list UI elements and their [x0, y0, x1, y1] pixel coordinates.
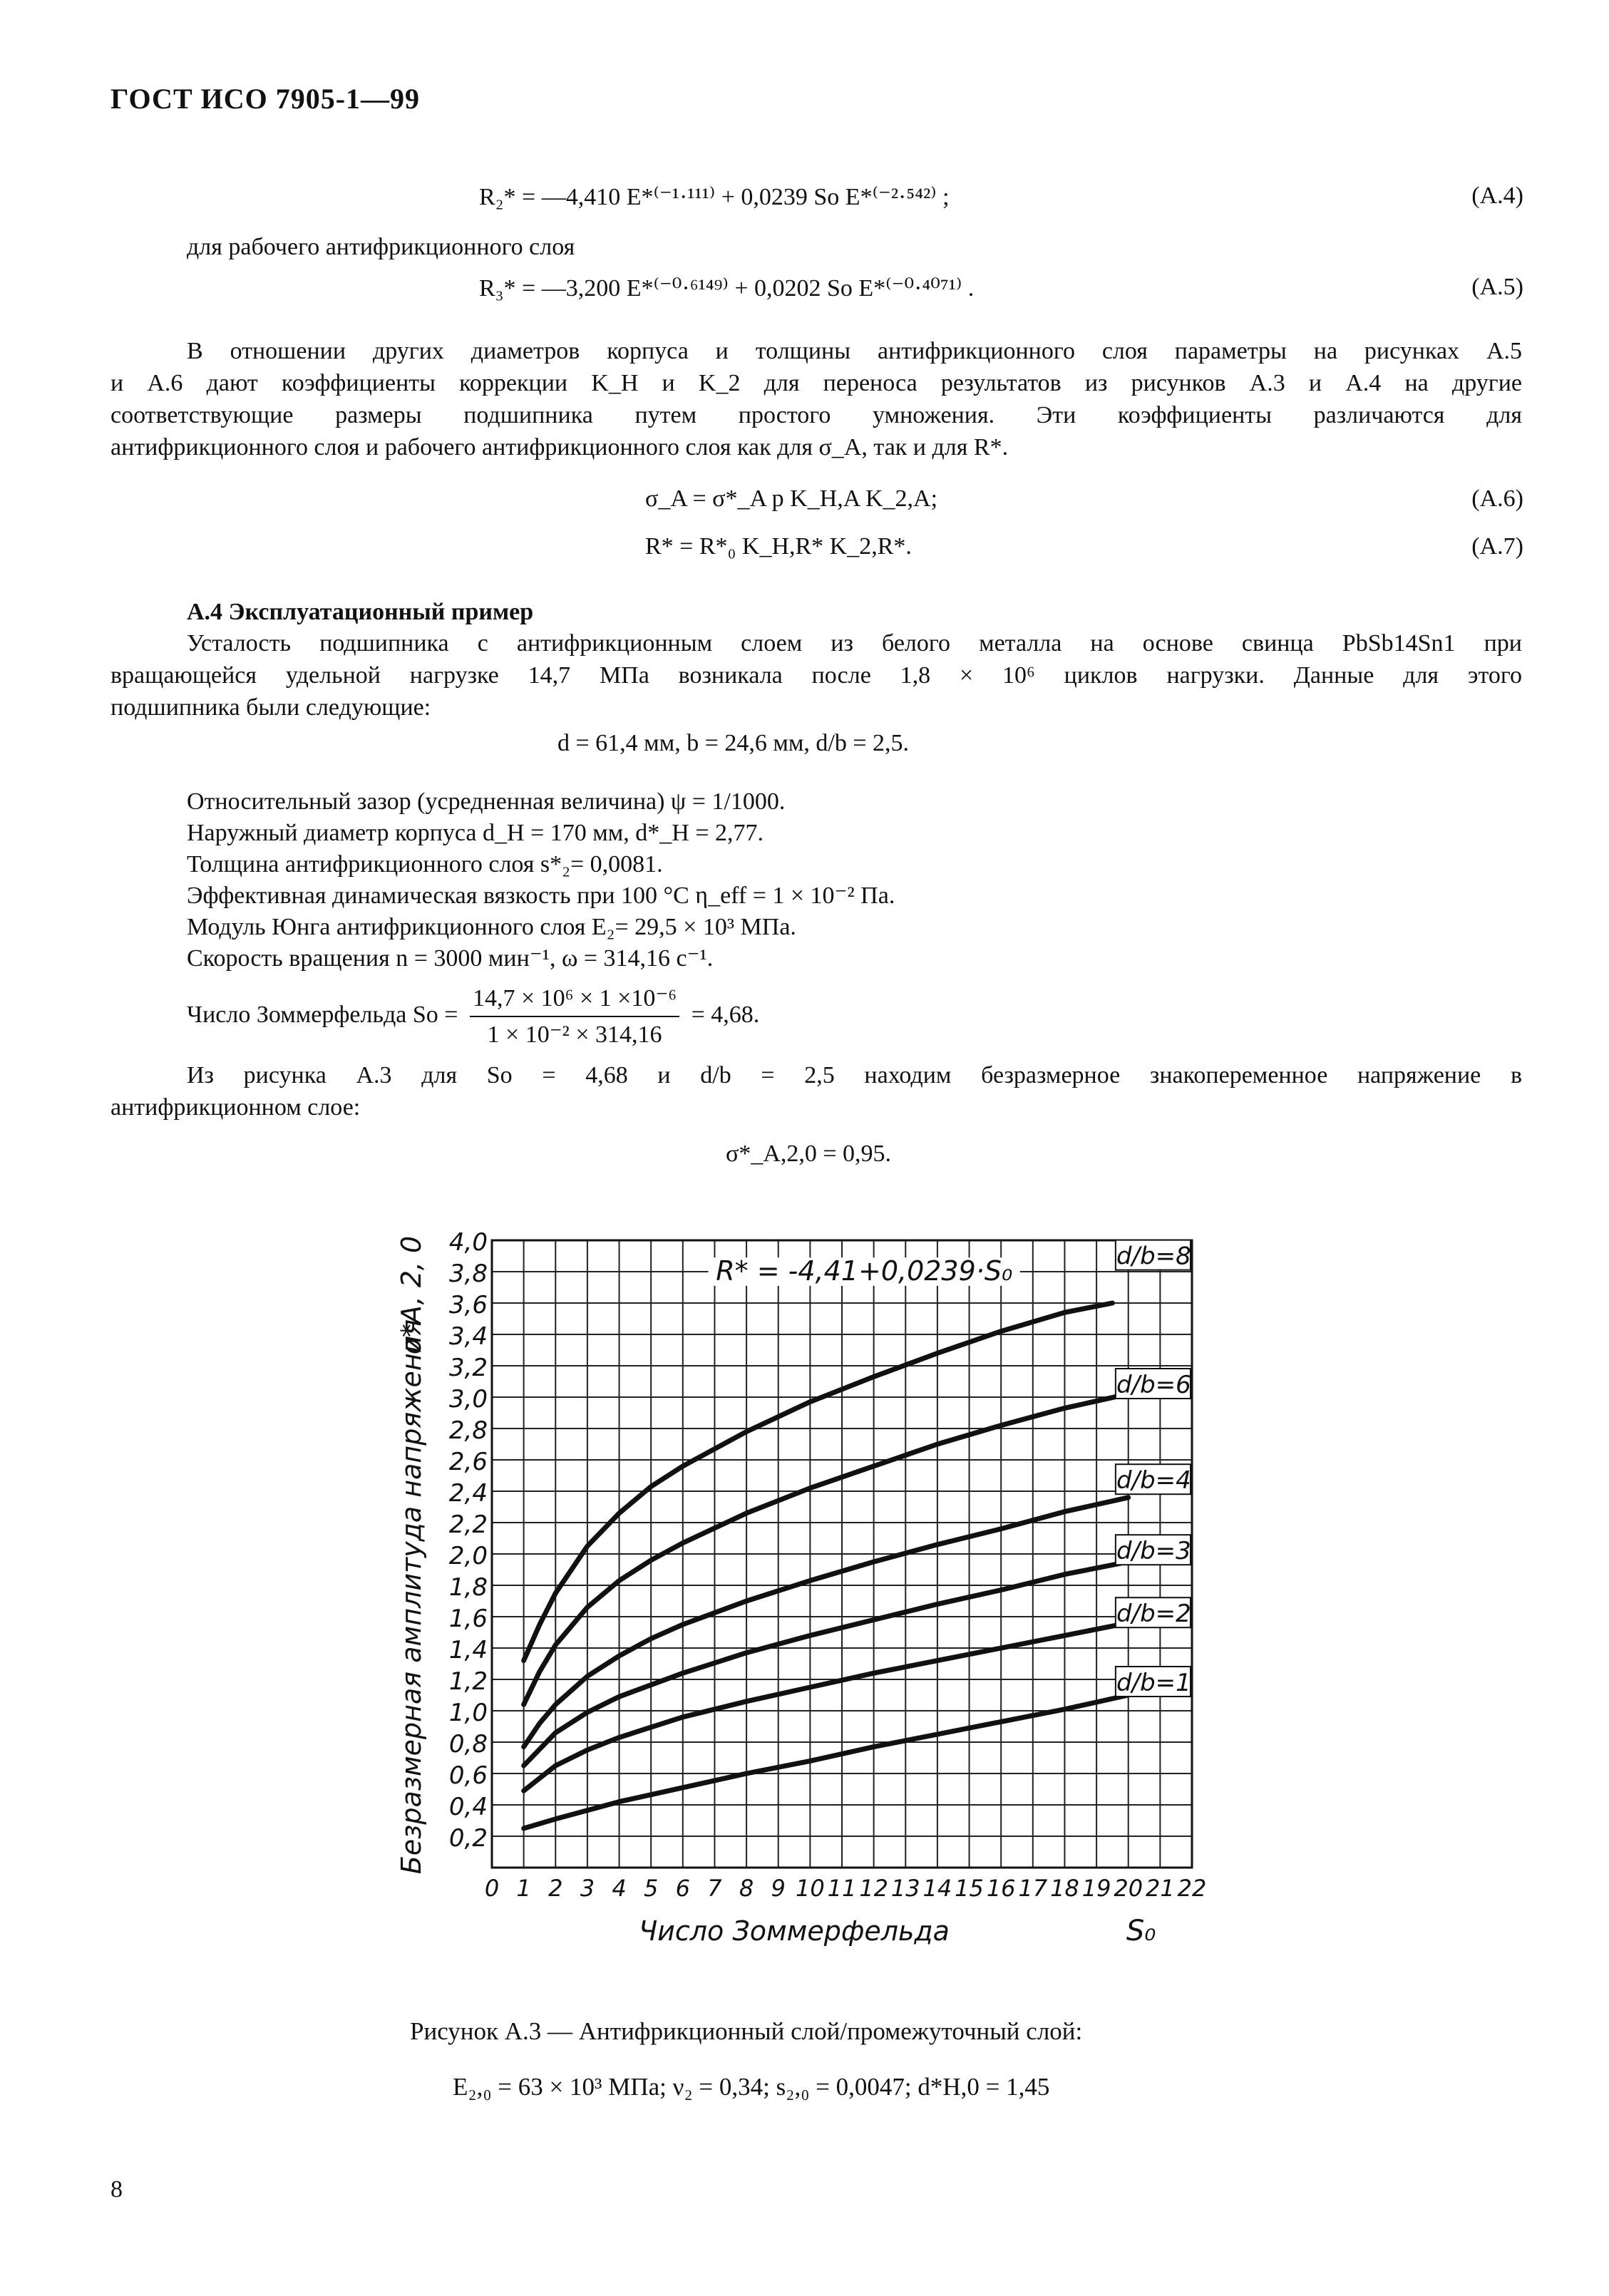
parameter-line: Наружный диаметр корпуса d_H = 170 мм, d*_H = 2,77.	[187, 820, 764, 846]
series-label: d/b=1	[1116, 1669, 1191, 1697]
parameter-line: Толщина антифрикционного слоя s*₂= 0,0081.	[187, 851, 663, 877]
y-tick-label: 1,8	[448, 1573, 488, 1602]
parameter-line: Относительный зазор (усредненная величина) ψ = 1/1000.	[187, 788, 786, 815]
paragraph-line: подшипника были следующие:	[110, 694, 431, 721]
chart-title: R* = -4,41+0,0239·S₀	[716, 1255, 1013, 1287]
x-tick-label: 5	[644, 1875, 659, 1902]
x-axis-label: Число Зоммерфельда	[639, 1915, 950, 1947]
figure-caption-parameters: E₂,₀ = 63 × 10³ МПа; ν₂ = 0,34; s₂,₀ = 0,0047; d*H,0 = 1,45	[453, 2073, 1050, 2101]
y-tick-label: 0,4	[448, 1793, 488, 1821]
working-layer-label: для рабочего антифрикционного слоя	[187, 234, 575, 260]
equation-a5: R₃* = —3,200 E*⁽⁻⁰·⁶¹⁴⁹⁾ + 0,0202 So E*⁽⁻⁰·⁴⁰⁷¹⁾ .	[479, 275, 975, 302]
x-tick-label: 4	[612, 1875, 627, 1902]
x-tick-label: 10	[796, 1875, 825, 1902]
x-tick-label: 15	[955, 1875, 984, 1902]
equation-a5-number: (A.5)	[1471, 274, 1523, 300]
y-tick-label: 2,6	[448, 1448, 488, 1476]
x-tick-label: 6	[675, 1875, 690, 1902]
y-tick-label: 3,8	[448, 1260, 488, 1288]
series-label: d/b=3	[1116, 1537, 1191, 1566]
series-label: d/b=4	[1116, 1466, 1191, 1496]
series-label: d/b=8	[1116, 1242, 1191, 1271]
y-tick-label: 4,0	[448, 1228, 488, 1257]
sommerfeld-result: = 4,68.	[691, 1001, 760, 1028]
x-tick-label: 12	[859, 1875, 888, 1902]
x-tick-label: 3	[580, 1875, 595, 1902]
series-line	[524, 1303, 1113, 1661]
x-tick-label: 16	[986, 1875, 1016, 1902]
x-tick-label: 0	[484, 1875, 500, 1902]
parameter-line: Модуль Юнга антифрикционного слоя E₂= 29,5 × 10³ МПа.	[187, 914, 796, 940]
x-tick-label: 21	[1146, 1875, 1175, 1902]
paragraph-line: антифрикционном слое:	[110, 1094, 361, 1121]
x-tick-label: 22	[1177, 1875, 1207, 1902]
y-tick-label: 0,8	[448, 1730, 488, 1759]
sommerfeld-numerator: 14,7 × 10⁶ × 1 ×10⁻⁶	[470, 982, 679, 1017]
x-tick-label: 13	[890, 1875, 920, 1902]
bearing-parameters	[187, 786, 895, 974]
x-tick-label: 2	[548, 1875, 563, 1902]
bearing-dimensions: d = 61,4 мм, b = 24,6 мм, d/b = 2,5.	[557, 730, 910, 756]
sigma-result: σ*_A,2,0 = 0,95.	[726, 1141, 892, 1167]
series-label: d/b=6	[1116, 1371, 1191, 1399]
sommerfeld-label: Число Зоммерфельда So =	[187, 1001, 458, 1028]
y-tick-label: 1,2	[448, 1667, 488, 1696]
y-tick-label: 2,4	[448, 1479, 488, 1508]
paragraph-line: антифрикционного слоя и рабочего антифрикционного слоя как для σ_A, так и для R*.	[110, 434, 1009, 460]
y-tick-label: 3,6	[448, 1291, 488, 1319]
equation-a7-number: (A.7)	[1471, 533, 1523, 560]
page-number: 8	[110, 2176, 123, 2203]
series-line	[524, 1695, 1129, 1828]
series-line	[524, 1562, 1129, 1766]
y-tick-label: 2,0	[448, 1542, 488, 1570]
y-tick-label: 3,0	[448, 1385, 488, 1414]
paragraph-figure-ref	[110, 1059, 1522, 1123]
paragraph-line: В отношении других диаметров корпуса и толщины антифрикционного слоя параметры на рисунках A.5	[187, 338, 1522, 364]
equation-a4-number: (A.4)	[1471, 182, 1523, 209]
y-tick-label: 0,2	[448, 1824, 488, 1853]
document-header: ГОСТ ИСО 7905-1—99	[110, 83, 421, 115]
sommerfeld-calc	[187, 982, 759, 1051]
y-tick-label: 2,8	[448, 1416, 488, 1445]
fatigue-chart	[385, 1212, 1269, 1967]
equation-a6-number: (A.6)	[1471, 485, 1523, 512]
x-tick-label: 7	[707, 1875, 722, 1902]
series-label: d/b=2	[1116, 1600, 1191, 1629]
x-tick-label: 9	[771, 1875, 786, 1902]
x-tick-label: 20	[1114, 1875, 1143, 1902]
x-tick-label: 11	[827, 1875, 857, 1902]
x-tick-label: 19	[1081, 1875, 1111, 1902]
x-tick-label: 1	[516, 1875, 531, 1902]
paragraph-line: Усталость подшипника с антифрикционным слоем из белого металла на основе свинца PbSb14Sn1 при	[187, 630, 1522, 657]
paragraph-line: и A.6 дают коэффициенты коррекции K_H и K_2 для переноса результатов из рисунков A.3 и A.4 на другие	[110, 370, 1522, 396]
paragraph-line: Из рисунка A.3 для So = 4,68 и d/b = 2,5 находим безразмерное знакопеременное напряжение в	[187, 1062, 1522, 1088]
x-tick-label: 8	[739, 1875, 754, 1902]
x-axis-symbol: S₀	[1126, 1915, 1156, 1947]
sommerfeld-denominator: 1 × 10⁻² × 314,16	[487, 1021, 662, 1048]
y-tick-label: 1,6	[448, 1605, 488, 1633]
equation-a6: σ_A = σ*_A p K_H,A K_2,A;	[645, 485, 938, 512]
y-tick-label: 1,0	[448, 1699, 488, 1727]
parameter-line: Скорость вращения n = 3000 мин⁻¹, ω = 314,16 с⁻¹.	[187, 945, 714, 972]
paragraph-correction	[110, 335, 1522, 463]
y-tick-label: 0,6	[448, 1761, 488, 1790]
figure-caption: Рисунок A.3 — Антифрикционный слой/промежуточный слой:	[410, 2017, 1083, 2045]
equation-a7: R* = R*₀ K_H,R* K_2,R*.	[645, 533, 912, 560]
y-tick-label: 2,2	[448, 1510, 488, 1539]
equation-a4: R₂* = —4,410 E*⁽⁻¹·¹¹¹⁾ + 0,0239 So E*⁽⁻²·⁵⁴²⁾ ;	[479, 184, 950, 210]
paragraph-example	[110, 627, 1522, 724]
y-tick-label: 1,4	[448, 1636, 488, 1664]
sommerfeld-fraction	[470, 982, 679, 1051]
x-tick-label: 18	[1050, 1875, 1079, 1902]
paragraph-line: вращающейся удельной нагрузке 14,7 МПа возникала после 1,8 × 10⁶ циклов нагрузки. Данные для этого	[110, 662, 1522, 689]
y-axis-label: Безразмерная амплитуда напряжения	[396, 1319, 427, 1875]
y-tick-label: 3,4	[448, 1322, 488, 1351]
section-title: A.4 Эксплуатационный пример	[187, 599, 534, 625]
x-tick-label: 17	[1018, 1875, 1048, 1902]
parameter-line: Эффективная динамическая вязкость при 100 °C η_eff = 1 × 10⁻² Па.	[187, 882, 895, 909]
y-axis-symbol: σ*A, 2, 0	[396, 1235, 427, 1355]
series-line	[524, 1498, 1129, 1747]
paragraph-line: соответствующие размеры подшипника путем простого умножения. Эти коэффициенты различаются для	[110, 402, 1522, 428]
y-tick-label: 3,2	[448, 1354, 488, 1382]
x-tick-label: 14	[922, 1875, 952, 1902]
